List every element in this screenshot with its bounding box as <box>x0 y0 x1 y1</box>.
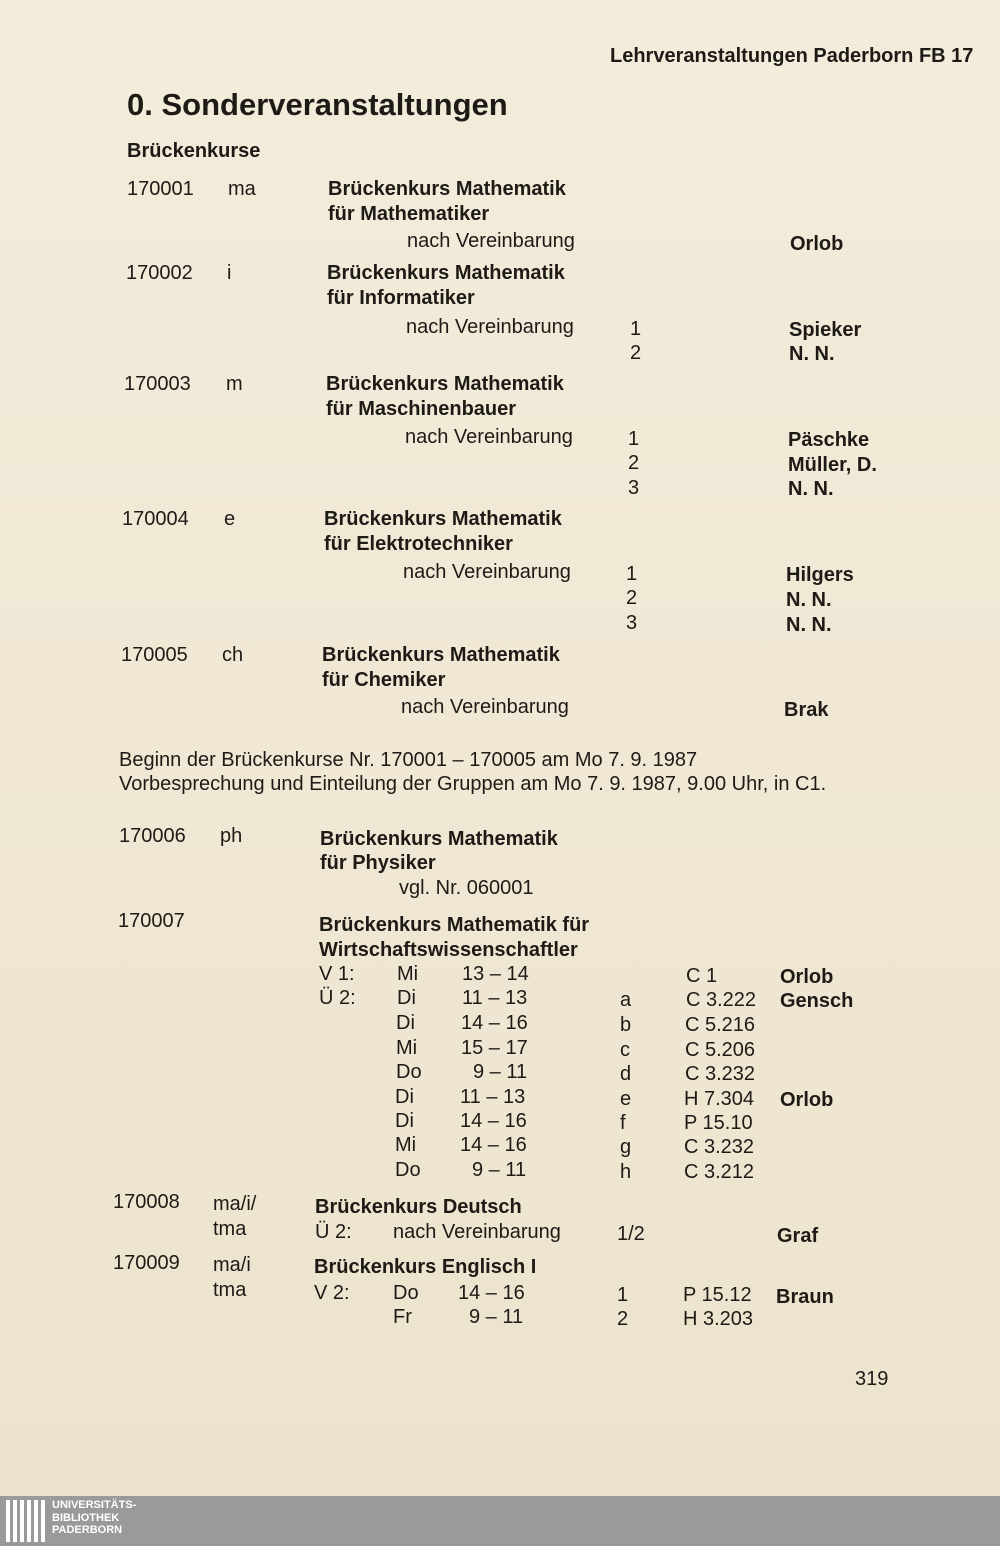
running-header: Lehrveranstaltungen Paderborn FB 17 <box>610 45 974 67</box>
session-day: Fr <box>393 1306 412 1328</box>
session-group: b <box>620 1014 632 1036</box>
course-title: Brückenkurs Mathematik <box>324 508 562 530</box>
session-room: H 3.203 <box>683 1308 754 1330</box>
group-number: 2 <box>626 587 638 609</box>
group-number: 2 <box>630 342 642 364</box>
lecturer-name: Gensch <box>780 990 854 1012</box>
course-number: 170007 <box>118 910 185 932</box>
course-subtitle: für Chemiker <box>322 669 446 691</box>
course-code-2: tma <box>213 1279 247 1301</box>
lecturer-name: Orlob <box>780 966 834 988</box>
course-code: m <box>226 373 243 395</box>
course-schedule: nach Vereinbarung <box>403 561 571 583</box>
section-title: 0. Sonderveranstaltungen <box>127 87 508 122</box>
group-number: 1 <box>628 428 640 450</box>
session-group: d <box>620 1063 632 1085</box>
course-number: 170001 <box>127 178 194 200</box>
session-type: Ü 2: <box>315 1221 352 1243</box>
lecturer-name: N. N. <box>786 614 832 636</box>
course-number: 170003 <box>124 373 191 395</box>
course-subtitle: für Maschinenbauer <box>326 398 517 420</box>
session-time: 9 – 11 <box>473 1061 528 1083</box>
session-day: Mi <box>397 963 419 985</box>
session-day: Do <box>395 1159 421 1181</box>
course-schedule: nach Vereinbarung <box>406 316 574 338</box>
session-day: Do <box>393 1282 419 1304</box>
group-number: 1 <box>626 563 638 585</box>
session-time: 14 – 16 <box>460 1134 527 1156</box>
session-group: 1 <box>617 1284 629 1306</box>
logo-line-2: BIBLIOTHEK <box>52 1511 120 1524</box>
lecturer-name: Braun <box>776 1286 834 1308</box>
course-title: Brückenkurs Mathematik <box>328 178 566 200</box>
session-time: 9 – 11 <box>469 1306 524 1328</box>
session-time: 14 – 16 <box>460 1110 527 1132</box>
course-subtitle: für Mathematiker <box>328 203 490 225</box>
course-title: Brückenkurs Deutsch <box>315 1196 522 1218</box>
session-room: C 3.212 <box>684 1161 755 1183</box>
lecturer-name: Hilgers <box>786 564 854 586</box>
session-day: Di <box>397 987 416 1009</box>
session-room: P 15.10 <box>684 1112 753 1134</box>
session-group: f <box>620 1112 626 1134</box>
session-room: C 5.206 <box>685 1039 756 1061</box>
page-number: 319 <box>855 1368 889 1390</box>
lecturer-name: Orlob <box>780 1089 834 1111</box>
course-code: ma <box>228 178 256 200</box>
session-day: Mi <box>395 1134 417 1156</box>
session-time: 14 – 16 <box>461 1012 528 1034</box>
course-title: Brückenkurs Mathematik <box>326 373 564 395</box>
lecturer-name: Spieker <box>789 319 862 341</box>
course-number: 170004 <box>122 508 189 530</box>
session-time: 13 – 14 <box>462 963 529 985</box>
course-subtitle: Wirtschaftswissenschaftler <box>319 939 578 961</box>
session-group: a <box>620 989 632 1011</box>
session-time: 9 – 11 <box>472 1159 527 1181</box>
session-time: 14 – 16 <box>458 1282 525 1304</box>
session-room: C 3.232 <box>685 1063 756 1085</box>
session-day: Mi <box>396 1037 418 1059</box>
session-room: C 5.216 <box>685 1014 756 1036</box>
lecturer-name: Graf <box>777 1225 819 1247</box>
session-group: 1/2 <box>617 1223 645 1245</box>
course-code: e <box>224 508 236 530</box>
session-room: C 1 <box>686 965 718 987</box>
session-day: Di <box>395 1110 414 1132</box>
course-code: ma/i <box>213 1254 251 1276</box>
group-number: 2 <box>628 452 640 474</box>
session-type: V 2: <box>314 1282 350 1304</box>
lecturer-name: Müller, D. <box>788 454 877 476</box>
session-room: C 3.222 <box>686 989 757 1011</box>
note-line: Beginn der Brückenkurse Nr. 170001 – 170005 am Mo 7. 9. 1987 <box>119 749 698 771</box>
course-number: 170009 <box>113 1252 180 1274</box>
lecturer-name: Orlob <box>790 233 844 255</box>
course-schedule: nach Vereinbarung <box>393 1221 561 1243</box>
session-type: Ü 2: <box>319 987 356 1009</box>
course-title: Brückenkurs Mathematik für <box>319 914 590 936</box>
group-number: 1 <box>630 318 642 340</box>
session-group: 2 <box>617 1308 629 1330</box>
library-logo-text <box>52 1499 136 1537</box>
lecturer-name: N. N. <box>786 589 832 611</box>
logo-line-1: UNIVERSITÄTS- <box>52 1499 137 1511</box>
course-number: 170008 <box>113 1191 180 1213</box>
library-footer-bar <box>0 1496 1000 1546</box>
session-day: Di <box>395 1086 414 1108</box>
session-group: e <box>620 1088 632 1110</box>
course-title: Brückenkurs Mathematik <box>320 828 558 850</box>
logo-line-3: PADERBORN <box>52 1524 123 1536</box>
session-time: 15 – 17 <box>461 1037 528 1059</box>
course-title: Brückenkurs Mathematik <box>327 262 565 284</box>
subsection-title: Brückenkurse <box>127 140 261 162</box>
course-schedule: nach Vereinbarung <box>405 426 573 448</box>
lecturer-name: N. N. <box>788 478 834 500</box>
course-number: 170002 <box>126 262 193 284</box>
course-schedule: nach Vereinbarung <box>401 696 569 718</box>
course-code-2: tma <box>213 1218 247 1240</box>
note-line: Vorbesprechung und Einteilung der Gruppen am Mo 7. 9. 1987, 9.00 Uhr, in C1. <box>119 773 827 795</box>
session-time: 11 – 13 <box>460 1086 526 1108</box>
course-schedule: nach Vereinbarung <box>407 230 575 252</box>
group-number: 3 <box>628 477 640 499</box>
session-room: C 3.232 <box>684 1136 755 1158</box>
session-room: P 15.12 <box>683 1284 752 1306</box>
course-subtitle: für Elektrotechniker <box>324 533 513 555</box>
course-code: i <box>227 262 232 284</box>
course-title: Brückenkurs Mathematik <box>322 644 560 666</box>
session-day: Di <box>396 1012 415 1034</box>
course-title: Brückenkurs Englisch I <box>314 1256 537 1278</box>
session-room: H 7.304 <box>684 1088 755 1110</box>
session-type: V 1: <box>319 963 355 985</box>
course-code: ph <box>220 825 243 847</box>
session-group: c <box>620 1039 630 1061</box>
session-time: 11 – 13 <box>462 987 528 1009</box>
course-code: ch <box>222 644 244 666</box>
lecturer-name: Brak <box>784 699 829 721</box>
course-subtitle: für Physiker <box>320 852 436 874</box>
session-group: h <box>620 1161 632 1183</box>
lecturer-name: Päschke <box>788 429 870 451</box>
lecturer-name: N. N. <box>789 343 835 365</box>
session-day: Do <box>396 1061 422 1083</box>
group-number: 3 <box>626 612 638 634</box>
course-subtitle: für Informatiker <box>327 287 475 309</box>
course-reference: vgl. Nr. 060001 <box>399 877 534 899</box>
session-group: g <box>620 1136 632 1158</box>
course-number: 170005 <box>121 644 188 666</box>
course-number: 170006 <box>119 825 186 847</box>
course-code: ma/i/ <box>213 1193 257 1215</box>
